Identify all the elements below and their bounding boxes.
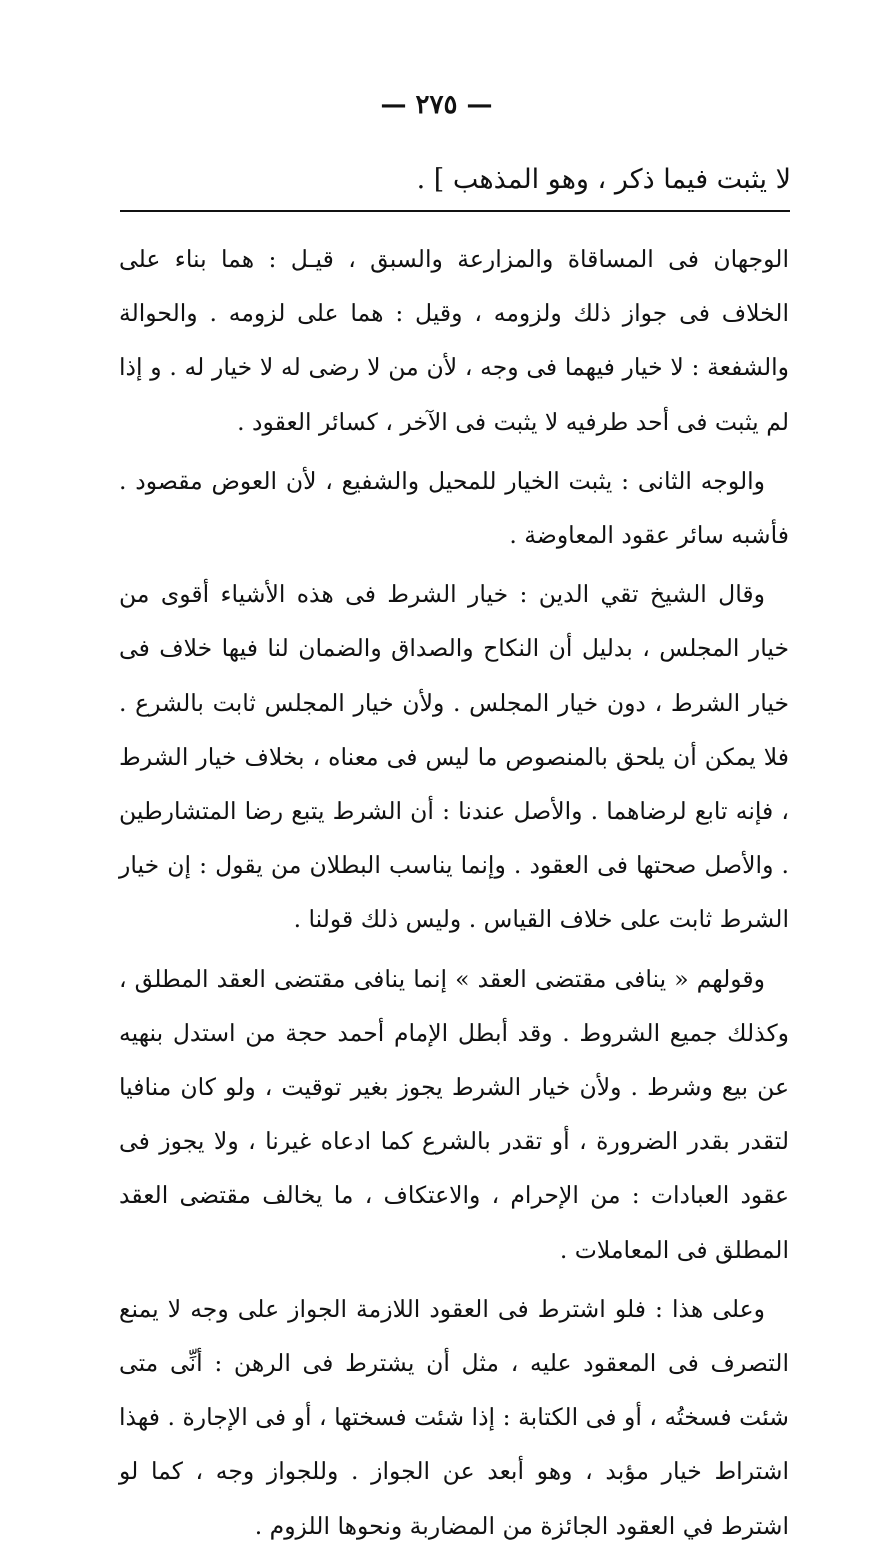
paragraph-3: وقال الشيخ تقي الدين : خيار الشرط فى هذه الأشياء أقوى من خيار المجلس ، بدليل أن النكاح والصداق والضمان لنا فيها خلاف فى خيار الشرط ، دون خيار المجلس . ولأن خيار المجلس ثابت بالشرع . فلا يمكن أن يلحق بالمنصوص ما ليس فى معناه ، بخلاف خيار الشرط ، فإنه تابع لرضاهما . والأصل عندنا : أن الشرط يتبع رضا المتشارطين . والأصل صحتها فى العقود . وإنما يناسب البطلان من يقول : إن خيار الشرط ثابت على خلاف القياس . وليس ذلك قولنا .: [119, 580, 789, 934]
paragraph-1: الوجهان فى المساقاة والمزارعة والسبق ، قيـل : هما بناء على الخلاف فى جواز ذلك ولزومه ، وقيل : هما على لزومه . والحوالة والشفعة : لا خيار فيهما فى وجه ، لأن من لا رضى له لا خيار له . و إذا لم يثبت فى أحد طرفيه لا يثبت فى الآخر ، كسائر العقود .: [119, 245, 789, 436]
paragraph-5: وعلى هذا : فلو اشترط فى العقود اللازمة الجواز على وجه لا يمنع التصرف فى المعقود عليه ، مثل أن يشترط فى الرهن : أنِّى متى شئت فسختُه ، أو فى الكتابة : إذا شئت فسختها ، أو فى الإجارة . فهذا اشتراط خيار مؤبد ، وهو أبعد عن الجواز . وللجواز وجه ، كما لو اشترط في العقود الجائزة من المضاربة ونحوها اللزوم .: [119, 1294, 789, 1540]
carry-over-line: لا يثبت فيما ذكر ، وهو المذهب ] .: [416, 164, 791, 195]
paragraph-2: والوجه الثانى : يثبت الخيار للمحيل والشفيع ، لأن العوض مقصود . فأشبه سائر عقود المعاوضة .: [119, 466, 789, 550]
body-text: [119, 232, 789, 1558]
paragraph-4: وقولهم « ينافى مقتضى العقد » إنما ينافى مقتضى العقد المطلق ، وكذلك جميع الشروط . وقد أبطل الإمام أحمد حجة من استدل بنهيه عن بيع وشرط . ولأن خيار الشرط يجوز بغير توقيت ، ولو كان منافيا لتقدر بقدر الضرورة ، أو تقدر بالشرع كما ادعاه غيرنا ، ولا يجوز فى عقود العبادات : من الإحرام ، والاعتكاف ، ما يخالف مقتضى العقد المطلق فى المعاملات .: [119, 964, 789, 1264]
page-number: — ٢٧٥ —: [380, 90, 493, 120]
separator-rule: [120, 210, 790, 212]
